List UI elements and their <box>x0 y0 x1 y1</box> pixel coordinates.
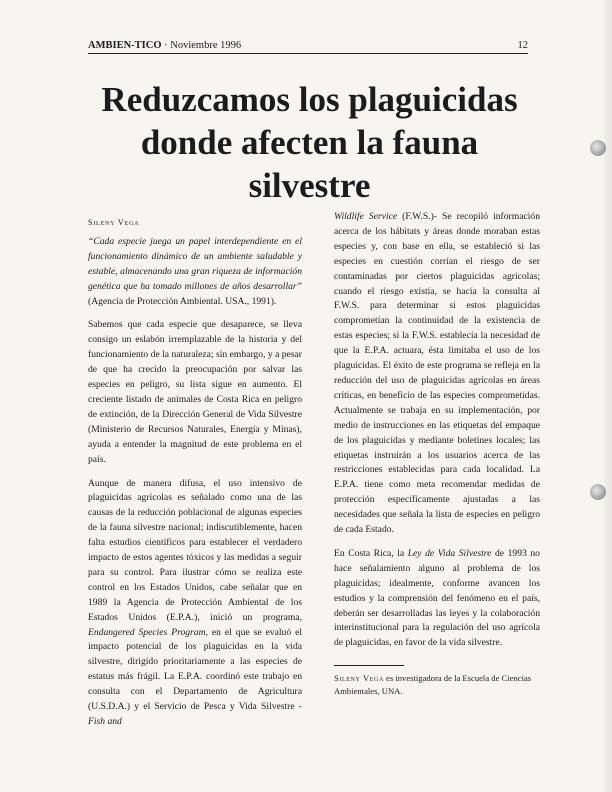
paragraph-2 <box>88 477 302 730</box>
paragraph-2-text-c: (F.W.S.)- Se recopiló información acerca de los hábitats y áreas donde moraban estas especies y, con base en ella, se estableció si las especies en cuestión corrían el riesgo de ser contaminadas por ciertos plaguicidas agrícolas; cuando el riesgo existía, se hacía la consulta al F.W.S. para determinar si estos plaguicidas comprometían la continuidad de la existencia de estas especies; si la F.W.S. establecía la necesidad de que la E.P.A. actuara, ésta limitaba el uso de los plaguicidas. El éxito de este programa se refleja en la reducción del uso de plaguicidas agrícolas en áreas críticas, en beneficio de las especies comprometidas. Actualmente se trabaja en su implementación, por medio de instrucciones en las etiquetas del empaque de los plaguicidas y mediante boletines locales; las etiquetas instruirán a los usuarios acerca de las restricciones establecidas para cada localidad. La E.P.A. tiene como meta recomendar medidas de protección específicamente ajustadas a las necesidades que señala la lista de especies en peligro de cada Estado. <box>334 211 540 536</box>
paragraph-3-text-b: de 1993 no hace señalamiento alguno al problema de los plaguicidas; idealmente, conforme avancen los estudios y la comprensión del fenómeno en el país, deberán ser desarrolladas las leyes y la colaboración interinstitucional para la regulación del uso agrícola de plaguicidas, en favor de la vida silvestre. <box>334 547 540 649</box>
quote-text: “Cada especie juega un papel interdependiente en el funcionamiento dinámico de un ambiente saludable y estable, almacenando una gran riqueza de información genética que ha tomado millones de años desarrollar” <box>88 235 302 292</box>
footnote-author: Sileny Vega <box>334 673 384 684</box>
agency-name-part2: Wildlife Service <box>334 211 398 222</box>
paragraph-1: Sabemos que cada especie que desaparece, se lleva consigo un eslabón irremplazable de la historia y del funcionamiento de la naturaleza; sin embargo, y a pesar de que ha crecido la preocupación por salvar las especies en peligro, su lista sigue en aumento. El creciente listado de animales de Costa Rica en peligro de extinción, de la Dirección General de Vida Silvestre (Ministerio de Recursos Naturales, Energía y Minas), ayuda a entender la magnitud de este problema en el país. <box>88 319 302 465</box>
left-column <box>88 216 302 739</box>
article-title <box>82 78 537 207</box>
footnote-text: es investigadora de la Escuela de Ciencias Ambientales, UNA. <box>334 673 532 697</box>
epigraph-quote <box>88 235 302 310</box>
running-header <box>88 40 528 54</box>
page-number: 12 <box>517 40 528 51</box>
author-footnote <box>334 672 540 698</box>
issue-date: · Noviembre 1996 <box>164 40 242 51</box>
paragraph-2-continued <box>334 210 540 538</box>
author-byline: Sileny Vega <box>88 218 140 227</box>
quote-source: (Agencia de Protección Ambiental. USA., 1991). <box>88 295 277 307</box>
title-line-1: Reduzcamos los plaguicidas <box>101 80 518 119</box>
law-name: Ley de Vida Silvestre <box>407 547 492 559</box>
program-name: Endangered Species Program <box>88 626 206 638</box>
publication-date-line <box>88 40 241 51</box>
footnote-divider <box>334 665 404 666</box>
agency-name-part1: Fish and <box>88 716 122 727</box>
right-column <box>334 210 540 698</box>
title-line-3: silvestre <box>248 166 371 205</box>
paragraph-3-text-a: En Costa Rica, la <box>334 547 408 559</box>
title-line-2: donde afecten la fauna <box>140 123 479 162</box>
paragraph-2-text-b: , en el que se evaluó el impacto potencial de los plaguicidas en la vida silvestre, dirigido prioritariamente a las especies de estatus más frágil. La E.P.A. coordinó este trabajo en consulta con el Departamento de Agricultura (U.S.D.A.) y el Servicio de Pesca y Vida Silvestre - <box>88 626 302 713</box>
paragraph-2-text: Aunque de manera difusa, el uso intensivo de plaguicidas agrícolas es señalado como una de las causas de la reducción poblacional de algunas especies de la fauna silvestre nacional; indiscutiblemente, hacen falta estudios científicos para establecer el verdadero impacto de estos agentes tóxicos y las medidas a seguir para su control. Para ilustrar cómo se realiza este control en los Estados Unidos, cabe señalar que en 1989 la Agencia de Protección Ambiental de los Estados Unidos (E.P.A.), inició un programa, <box>88 477 302 623</box>
scan-edge-shadow <box>602 0 612 792</box>
publication-name: AMBIEN-TICO <box>88 40 162 51</box>
paragraph-3 <box>334 547 540 651</box>
